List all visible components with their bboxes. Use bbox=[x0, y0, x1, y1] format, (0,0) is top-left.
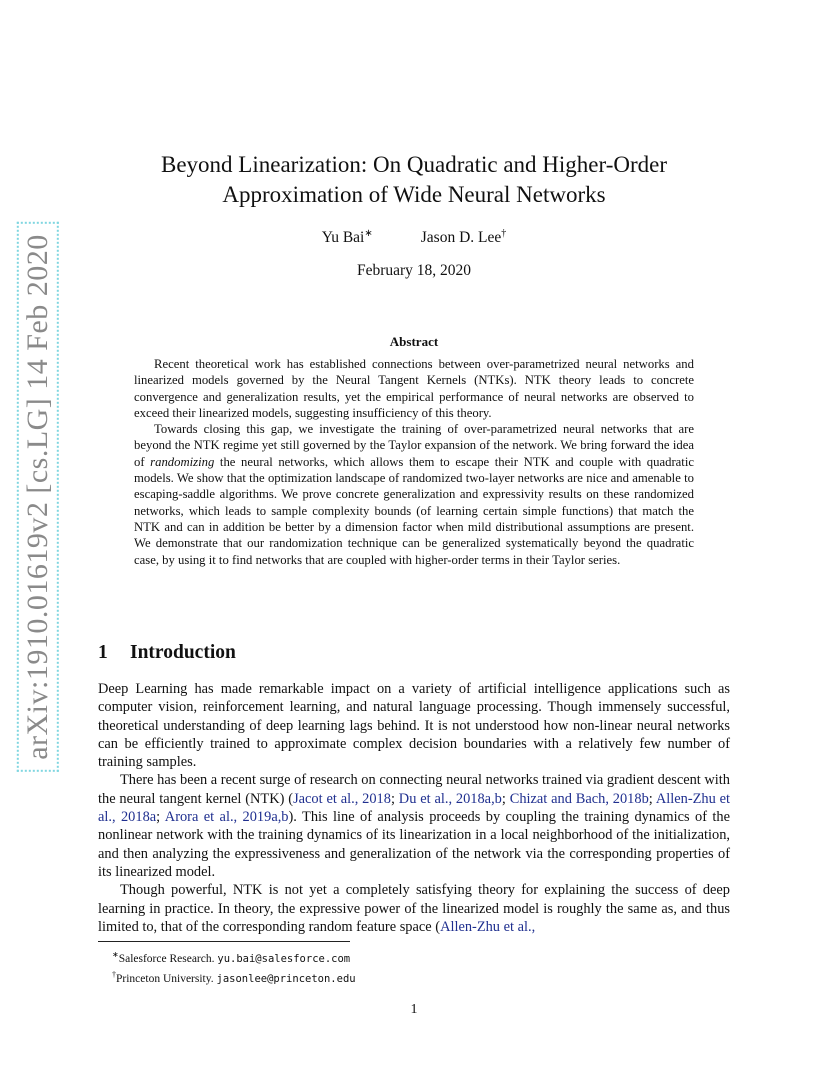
paper-title bbox=[98, 150, 730, 210]
section-title: Introduction bbox=[130, 642, 236, 663]
section-heading bbox=[98, 642, 730, 664]
author-list bbox=[98, 228, 730, 247]
footnotes bbox=[112, 947, 730, 988]
publication-date: February 18, 2020 bbox=[356, 262, 472, 279]
citation-link[interactable]: Jacot et al., 2018 bbox=[293, 790, 391, 807]
abstract-paragraph: Towards closing this gap, we investigate the training of over-parametrized neural networks that are beyond the NTK regime yet still governed by the Taylor expansion of the network. We bring forward the idea of randomizing the neural networks, which allows them to escape their NTK and couple with quadratic models. We show that the optimization landscape of randomized two-layer networks are nice and amenable to escaping-saddle algorithms. We prove concrete generalization and expressivity results on these randomized networks, which leads to sample complexity bounds (of learning certain simple functions) that match the NTK and can in addition be better by a dimension factor when mild distributional assumptions are present. We demonstrate that our randomization technique can be generalized systematically beyond the quadratic case, by using it to find networks that are coupled with higher-order terms in their Taylor series. bbox=[134, 422, 694, 567]
citation-link[interactable]: Allen-Zhu et al., bbox=[440, 918, 536, 935]
body-paragraph: Though powerful, NTK is not yet a completely satisfying theory for explaining the success of deep learning in practice. In theory, the expressive power of the linearized model is roughly the same as, and thus limited to, that of the corresponding random feature space (Allen-Zhu et al., bbox=[98, 882, 730, 935]
body-paragraph: Deep Learning has made remarkable impact on a variety of artificial intelligence applications such as computer vision, reinforcement learning, and natural language processing. Though immensely successful, theoretical understanding of deep learning lags behind. It is not understood how non-linear neural networks can be efficiently trained to approximate complex decision boundaries with a relatively few number of training samples. bbox=[98, 681, 730, 771]
citation-link[interactable]: Chizat and Bach, 2018b bbox=[509, 790, 649, 807]
email-link[interactable]: yu.bai@salesforce.com bbox=[217, 952, 351, 965]
footnote: ∗Salesforce Research. yu.bai@salesforce.com bbox=[112, 950, 351, 965]
abstract-paragraph: Recent theoretical work has established connections between over-parametrized neural networks and linearized models governed by the Neural Tangent Kernels (NTKs). NTK theory leads to concrete convergence and generalization results, yet the empirical performance of neural networks are observed to exceed their linearized models, suggesting insufficiency of this theory. bbox=[134, 357, 694, 420]
abstract bbox=[134, 356, 694, 568]
email-link[interactable]: jasonlee@princeton.edu bbox=[216, 973, 356, 986]
footnote: †Princeton University. jasonlee@princeton.edu bbox=[112, 970, 356, 986]
citation-link[interactable]: Arora et al., 2019a,b bbox=[164, 809, 289, 826]
author: Yu Bai∗ bbox=[321, 228, 373, 247]
author: Jason D. Lee† bbox=[420, 228, 507, 247]
title-line-1: Beyond Linearization: On Quadratic and Higher-Order bbox=[161, 152, 667, 177]
title-line-2: Approximation of Wide Neural Networks bbox=[222, 182, 606, 207]
page-number: 1 bbox=[410, 1002, 418, 1017]
abstract-heading: Abstract bbox=[389, 334, 439, 349]
arxiv-id: arXiv:1910.01619v2 [cs.LG] 14 Feb 2020 bbox=[17, 222, 59, 772]
section-number: 1 bbox=[98, 642, 108, 663]
citation-link[interactable]: Allen-Zhu et al., 2018a bbox=[98, 790, 731, 826]
introduction-body bbox=[98, 680, 730, 936]
arxiv-stamp bbox=[6, 234, 70, 760]
body-paragraph: There has been a recent surge of research on connecting neural networks trained via gradient descent with the neural tangent kernel (NTK) (Jacot et al., 2018; Du et al., 2018a,b; Chizat and Bach, 2018b; Allen-Zhu et al., 2018a; Arora et al., 2019a,b). This line of analysis proceeds by coupling the training dynamics of the nonlinear network with the training dynamics of its linearization in a local neighborhood of the initialization, and then analyzing the expressiveness and generalization of the network via the corresponding properties of its linearized model. bbox=[98, 772, 731, 880]
citation-link[interactable]: Du et al., 2018a,b bbox=[398, 790, 502, 807]
footnote-rule bbox=[98, 941, 350, 942]
